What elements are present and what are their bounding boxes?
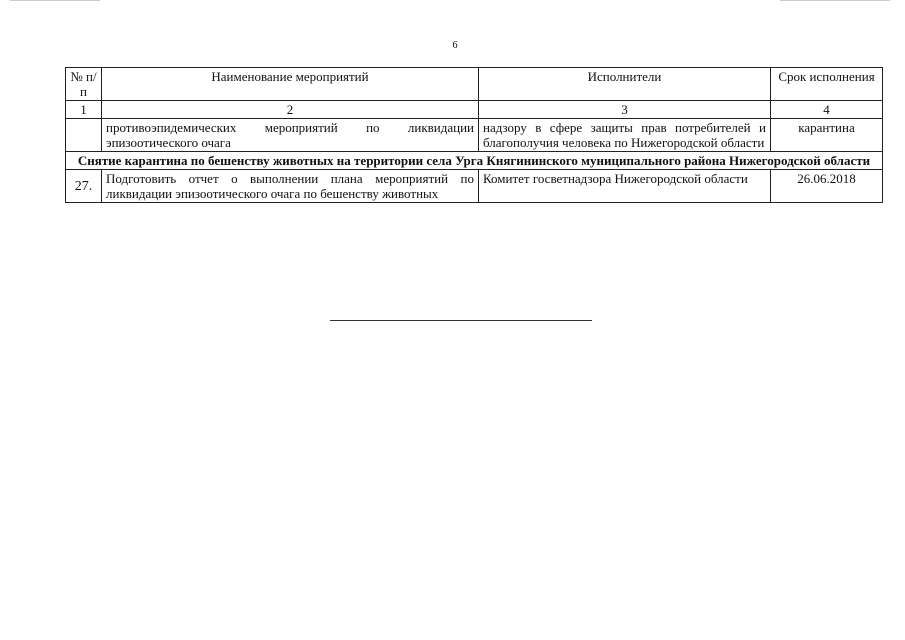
column-index: 1 <box>66 101 102 119</box>
row-term: 26.06.2018 <box>771 170 883 203</box>
column-index-row <box>66 101 883 119</box>
column-index: 3 <box>479 101 771 119</box>
continued-name: противоэпидемических мероприятий по ликвидации эпизоотического очага <box>102 119 479 152</box>
section-row <box>66 152 883 170</box>
header-name: Наименование мероприятий <box>102 68 479 101</box>
table-row <box>66 170 883 203</box>
action-plan-table <box>65 67 883 203</box>
continued-num <box>66 119 102 152</box>
scan-mark-left <box>10 0 100 1</box>
continued-term: карантина <box>771 119 883 152</box>
row-number: 27. <box>66 170 102 203</box>
header-term: Срок исполнения <box>771 68 883 101</box>
row-executors: Комитет госветнадзора Нижегородской области <box>479 170 771 203</box>
scan-mark-right <box>780 0 890 1</box>
section-title: Снятие карантина по бешенству животных на территории села Урга Княгининского муниципального района Нижегородской области <box>66 152 883 170</box>
continued-row <box>66 119 883 152</box>
column-index: 4 <box>771 101 883 119</box>
header-row <box>66 68 883 101</box>
header-executors: Исполнители <box>479 68 771 101</box>
header-num: № п/п <box>66 68 102 101</box>
end-of-document-rule <box>330 320 592 321</box>
page-number: 6 <box>452 40 458 51</box>
row-name: Подготовить отчет о выполнении плана мероприятий по ликвидации эпизоотического очага по бешенству животных <box>102 170 479 203</box>
continued-executors: надзору в сфере защиты прав потребителей и благополучия человека по Нижегородской области <box>479 119 771 152</box>
column-index: 2 <box>102 101 479 119</box>
